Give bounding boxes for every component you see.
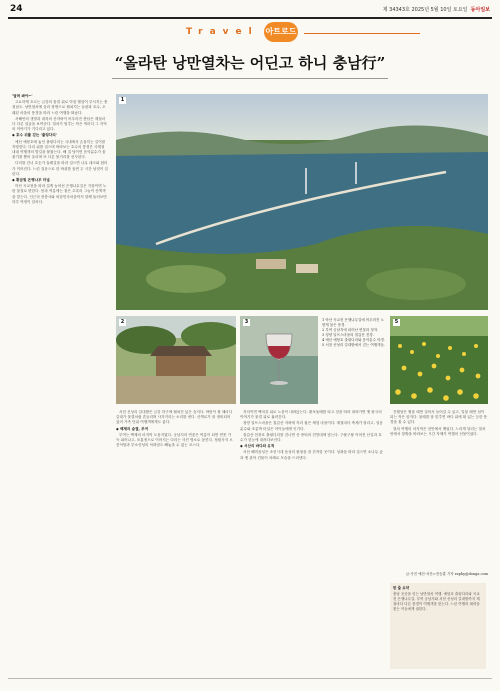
article-paragraph: 아산 곡교천을 따라 길게 늘어선 은행나무길은 가을이면 노란 물결로 변한다. 봄과 여름에는 짙은 초록의 그늘이 산책객을 맞는다. 인근의 현충사와 외암민속마을까지 함께 둘러보면 하루 여정이 알차다. [12,184,107,204]
photo-lake-bridge [116,94,488,310]
summary-title: 한 줄 요약 [393,586,409,590]
photo-number: 2 [120,319,125,325]
photo-wine-lake [240,316,318,404]
section-title: Travel [186,27,259,37]
article-paragraph: 다리를 건너 호숫가 둘레길을 따라 걸으면 나무 데크와 쉼터가 이어진다. 느린 걸음으로 한 바퀴를 돌면 두 시간 남짓이 걸린다. [12,161,108,176]
photo-number: 5 [394,319,399,325]
summary-text: 충남 곳곳을 잇는 낭만열차 여행. 예당호 출렁다리와 곡교천 은행나무길, 부여 궁남지와 서천 신성리 갈대밭까지 계절마다 다른 풍경이 여행객을 맞는다. 느린 여행의 매력을 찾는 이들에게 권한다. [393,592,480,611]
byline: 글·사진 예산·서산=전승훈 기자 raphy@donga.com [405,572,488,576]
photo-village-gate [116,316,236,404]
village-gate-illustration [116,316,236,404]
headline-rule [112,78,388,79]
article-paragraph: 고요하게 흐르는 금강의 물결 위로 아침 햇살이 부서지는 충청남도. 낭만열차에 올라 창밖으로 펼쳐지는 들판과 호수, 오래된 마을의 풍경을 따라 느린 여행을 떠났다. [12,100,108,115]
caption: 3 청양 알프스마을의 칠갑산 전경. [322,333,374,337]
article-subhead: ◆ 호수 위를 걷는 ‘출렁다리’ [12,133,57,138]
article-subhead: ◆ 서산의 바다와 유적 [240,444,275,449]
paper-name: 동아일보 [470,7,490,13]
bottom-rule [8,678,492,679]
article-column-middle-right [240,410,384,668]
article-column-middle-left [116,410,234,668]
headline: “올라탄 낭만열차는 어딘고 하니 충남行” [114,54,386,72]
article-paragraph: 청양 알프스마을은 칠갑산 자락에 자리 잡은 체험 마을이다. 계절마다 축제가 열리고, 얼음분수와 조롱박 터널은 아이들에게 인기다. [240,421,383,431]
top-rule [8,17,492,19]
article-paragraph: 부여는 백제의 마지막 도읍지였다. 궁남지의 연꽃은 여름이 되면 연못 가득 피어나고, 포룡정으로 이어지는 다리는 사진 명소로 꼽힌다. 정림사지 오층석탑과 부소산성의 낙화암도 빼놓을 수 없는 코스다. [116,432,233,448]
article-paragraph: 서천 신성리 갈대밭은 금강 하구에 펼쳐진 넓은 습지다. 바람이 불 때마다 갈대가 물결처럼 흔들리며 사각거리는 소리를 낸다. 산책로가 잘 정비되어 있어 가족 단위 여행객에게도 좋다. [116,410,233,425]
article-subhead: ◆ 백제의 숨결, 부여 [116,426,149,431]
article-paragraph: 칠갑산 천장호 출렁다리를 건너면 산 중턱의 전망대에 닿는다. 구불구불 이어진 산길과 호수가 한눈에 내려다보인다. [240,432,382,443]
photo-captions [322,318,386,348]
section-rule [304,33,420,34]
lake-bridge-illustration [116,94,488,310]
article-paragraph: 예산 예당호에 놓인 출렁다리는 국내에서 손꼽히는 길이를 자랑한다. 다리 위를 걸으며 바라보는 호수의 풍경은 사계절 내내 여행객의 발길을 붙잡는다. 해 질 녘이면 음악분수가 물줄기를 뿜어 올리며 또 다른 볼거리를 선사한다. [12,139,106,160]
wine-glass-illustration [240,316,318,404]
caption: 4 예산 예당호 출렁다리와 음악분수 야경. [322,338,385,342]
section-badge: 아트로드 [264,22,298,42]
article-paragraph: 간월암은 썰물 때면 걸어서 들어갈 수 있고, 밀물 때면 섬이 되는 작은 암자다. 물때를 잘 맞추면 바다 위에 떠 있는 듯한 풍경을 볼 수 있다. [390,410,488,425]
flower-field-illustration [390,316,488,404]
caption: 2 부여 궁남지에 피어난 연꽃과 정자. [322,328,379,332]
photo-number: 1 [120,97,125,103]
article-column-right [390,410,488,570]
article-paragraph: ‘달려 봐야~’ [12,94,33,98]
issue-info: 제 34343호 2025년 5월 10일 토요일 [382,7,468,13]
page-number: 24 [10,4,23,14]
article-paragraph: 서해안의 갯벌과 내륙의 산자락이 어우러진 충남은 계절마다 다른 얼굴을 보여준다. 열차가 멈추는 작은 역마다 그 지역의 이야기가 기다리고 있다. [12,116,107,132]
summary-box [390,583,486,669]
article-paragraph: 저녁이면 백마강 위로 노을이 내려앉는다. 황포돛배를 타고 강을 따라 내려가면 옛 왕국의 이야기가 물결 위로 흘러간다. [240,410,382,420]
photo-number: 3 [244,319,249,325]
caption: 5 서천 신성리 갈대밭에서 걷는 여행객들. [322,343,385,347]
article-paragraph: 서산 해미읍성은 조선시대 읍성의 원형을 잘 간직한 곳이다. 성곽을 따라 걸으면 소나무 숲과 옛 관아 건물이 차례로 모습을 드러낸다. [240,450,383,460]
caption: 1 아산 곡교천 은행나무길에 어우러진 노랗게 물든 풍경. [322,318,384,327]
article-subhead: ◆ 황금빛 은행나무 터널 [12,178,50,183]
article-paragraph: 열차 여행의 마지막은 천안에서 맺었다. 느리게 달리는 열차 안에서 창밖을 바라보는 시간 자체가 여행의 선물이었다. [390,426,486,436]
article-column-left [12,94,108,668]
issue-info-bar [383,6,490,13]
photo-flower-field [390,316,488,404]
